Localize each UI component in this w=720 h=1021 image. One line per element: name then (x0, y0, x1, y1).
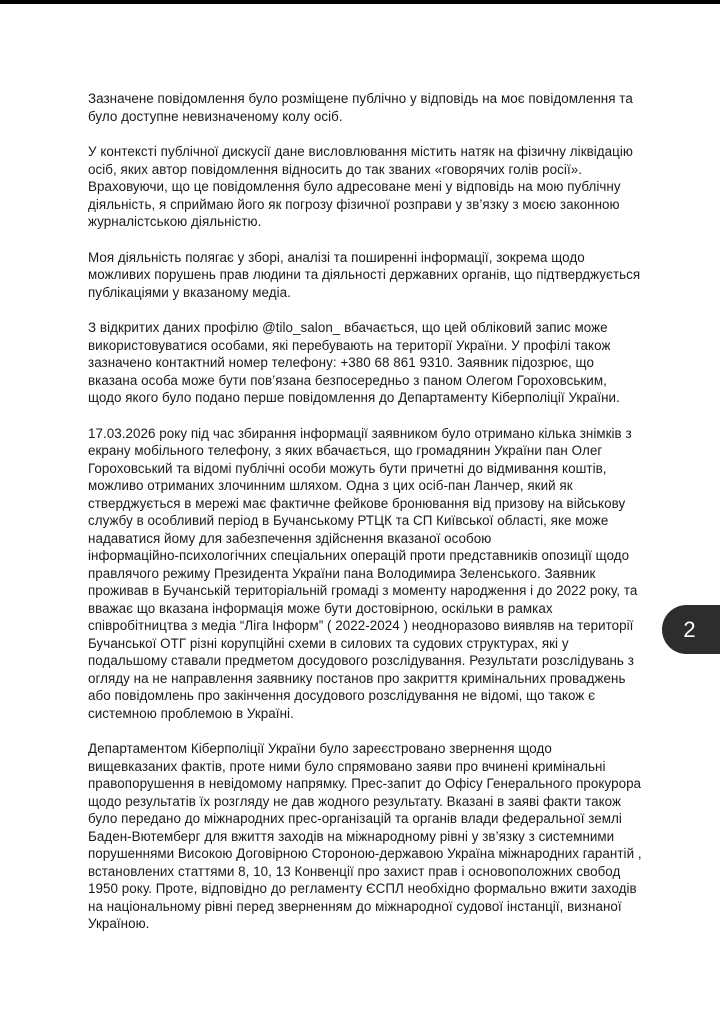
paragraph-line: було доступне невизначеному колу осіб. (88, 108, 343, 124)
paragraph (88, 249, 641, 302)
paragraph-line: співробітництва з медіа “Ліга Інформ” ( 2022-2024 ) неодноразово виявляв на території (88, 618, 634, 633)
paragraph (88, 143, 634, 231)
paragraph (88, 90, 634, 125)
paragraph-line: Департаментом Кіберполіції України було зареєстровано звернення щодо (88, 741, 552, 756)
paragraph-line: Моя діяльність полягає у зборі, аналізі та поширенні інформації, зокрема щодо (88, 249, 585, 265)
paragraph-line: встановлених статтями 8, 10, 13 Конвенції про захист прав і основоположних свобод (88, 863, 621, 879)
paragraph-line: огляду на не направлення заявнику постанов про закриття кримінальних проваджень (88, 670, 626, 686)
document-page (88, 90, 642, 951)
paragraph-line: можливо отриманих злочинним шляхом. Одна з цих осіб-пан Ланчер, який як (88, 478, 573, 493)
paragraph-line: публікаціями у вказаному медіа. (88, 284, 291, 300)
paragraph-line: журналістською діяльністю. (88, 214, 262, 229)
paragraph-line: 17.03.2026 року під час збирання інформації заявником було отримано кілька знімків з (88, 425, 632, 441)
paragraph-line: на національному рівні перед зверненням до міжнародної судової інстанції, визнаної (88, 898, 622, 914)
paragraph-line: було передано до міжнародних прес-організацій та органів влади федеральної землі (88, 811, 622, 826)
paragraph-line: правопорушення в невідомому напрямку. Прес-запит до Офісу Генерального прокурора (88, 776, 642, 791)
paragraph-line: або повідомлень про закінчення досудового розслідування не відомі, що також є (88, 688, 595, 703)
paragraph-line: стверджується в мережі має фактичне фейкове бронювання від призову на військову (88, 495, 626, 511)
paragraph-line: 1950 року. Проте, відповідно до регламенту ЄСПЛ необхідно формально вжити заходів (88, 881, 637, 896)
paragraph-line: надаватися йому для забезпечення здійснення вказаної особою (88, 530, 492, 546)
paragraph-line: екрану мобільного телефону, з яких вбачається, що громадянин України пан Олег (88, 443, 603, 458)
paragraph-line: З відкритих даних профілю @tilo_salon_ вбачається, що цей обліковий запис може (88, 320, 608, 335)
paragraph-line: порушеннями Високою Договірною Стороною-державою Україна міжнародних гарантій , (88, 846, 642, 861)
paragraph-line: можливих порушень прав людини та діяльності державних органів, що підтверджується (88, 267, 641, 282)
paragraph-line: службу в особливий період в Бучанському РТЦК та СП Київської області, яке може (88, 513, 609, 528)
paragraph-line: щодо якого було подано перше повідомлення до Департаменту Кіберполіції України. (88, 390, 620, 405)
paragraph-line: осіб, яких автор повідомлення відносить до так званих «говорячих голів росії». (88, 161, 582, 177)
paragraph-line: щодо результатів їх розгляду не дав жодного результату. Вказані в заяві факти також (88, 793, 622, 809)
paragraph-line: використовуватися особами, які перебувають на території України. У профілі також (88, 337, 611, 353)
paragraph-line: Гороховський та відомі публічні особи можуть бути причетні до відмивання коштів, (88, 460, 607, 476)
paragraph-line: Враховуючи, що це повідомлення було адресоване мені у відповідь на мою публічну (88, 179, 621, 194)
paragraph-line: подальшому ставали предметом досудового розслідування. Результати розслідувань з (88, 653, 634, 668)
paragraph-line: вважає що вказана інформація може бути достовірною, оскільки в рамках (88, 600, 553, 616)
paragraph-line: вказана особа може бути пов’язана безпосередньо з паном Олегом Гороховським, (88, 372, 607, 388)
paragraph-line: системною проблемою в Україні. (88, 705, 294, 721)
paragraph-line: Бучанської ОТГ різні корупційні схеми в силових та судових структурах, які у (88, 635, 569, 651)
paragraph-line: вищевказаних фактів, проте ними було спрямовано заяви про вчинені кримінальні (88, 758, 606, 774)
paragraph-line: Зазначене повідомлення було розміщене публічно у відповідь на моє повідомлення та (88, 91, 633, 106)
paragraph-line: зазначено контактний номер телефону: +380 68 861 9310. Заявник підозрює, що (88, 355, 594, 370)
paragraph-line: проживав в Бучанській територіальній громаді з моменту народження і до 2022 року, та (88, 583, 638, 598)
paragraph-line: У контексті публічної дискусії дане висловлювання містить натяк на фізичну ліквідацію (88, 144, 633, 159)
paragraph (88, 425, 638, 723)
paragraph-line: правлячого режиму Президента України пана Володимира Зеленського. Заявник (88, 565, 596, 581)
page-number-indicator[interactable]: 2 (662, 605, 720, 654)
paragraph-line: діяльність, я сприймаю його як погрозу фізичної розправи у зв’язку з моєю законною (88, 196, 620, 212)
paragraph (88, 740, 642, 933)
paragraph-line: інформаційно-психологічних спеціальних операцій проти представників опозиції щодо (88, 548, 630, 563)
paragraph-line: Україною. (88, 916, 150, 931)
paragraph (88, 319, 634, 407)
paragraph-line: Баден-Вютемберг для вжиття заходів на міжнародному рівні у зв’язку з системними (88, 828, 615, 844)
top-edge-bar (0, 0, 720, 4)
